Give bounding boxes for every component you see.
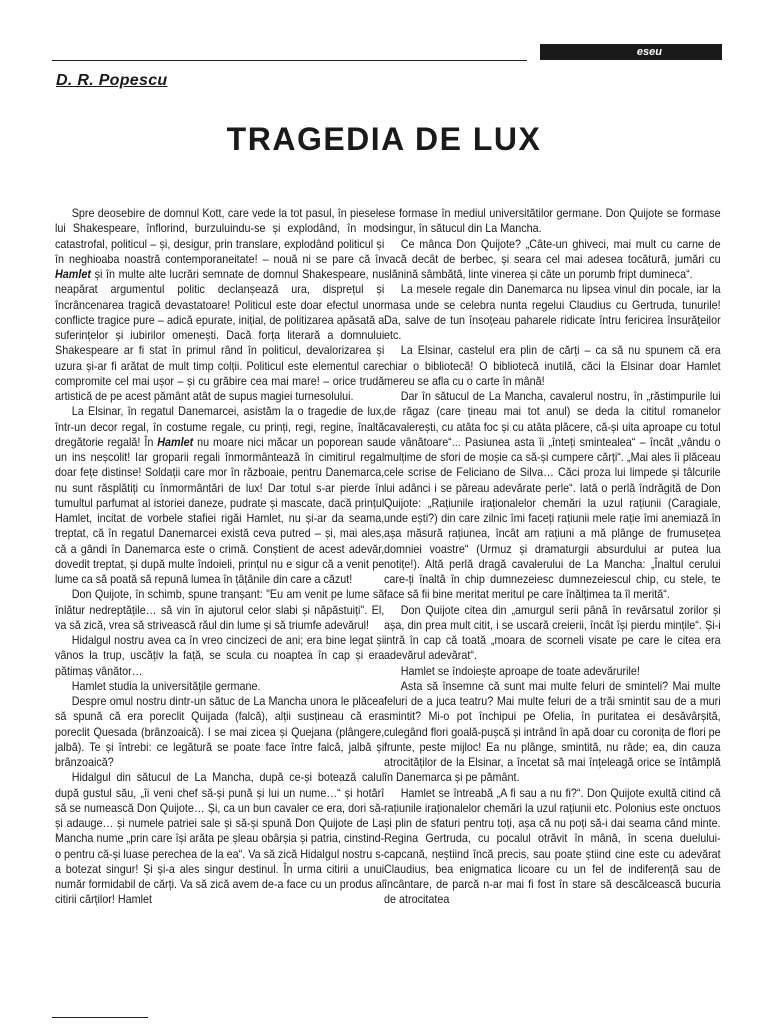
author-name: D. R. Popescu <box>56 72 168 89</box>
paragraph: Hidalgul nostru avea ca în vreo cincizeci de ani; era bine legat și vânos la trup, uscățiv la față, se scula cu noaptea în cap și era pătimaș vânător… <box>55 634 385 678</box>
paragraph: La mesele regale din Danemarca nu lipsea vinul din pocale, iar la masa unde se celebra nunta regelui Claudius cu Gertruda, tunurile! Da, salve de tun însoțeau paharele ridicate întru fericirea însurățeilor etc. <box>384 283 721 342</box>
paragraph: Don Quijote, în schimb, spune tranșant: "Eu am venit pe lume să înlătur nedreptățile… să vin în ajutorul celor slabi și năpăstuiți". El, va să zică, vrea să strivească răul din lume și să triumfe adevărul! <box>55 588 385 632</box>
paragraph: Spre deosebire de domnul Kott, care vede la tot pasul, în piesele lui Shakespeare, înflorind, burzuluindu-se și explodând, în mod catastrofal, politicul – și, desigur, prin translare, explodând politicul și în neghioaba noastră contemporaneitate! – nouă ni se pare că în Hamlet și în multe alte lucrări semnate de domnul Shakespeare, nu neapărat argumentul politic declanșează ura, disprețul și încrâncenarea tragică devastatoare! Politicul este doar efectul unor conflicte tragice pure – adică epurate, inițial, de politizarea apăsată a suferințelor și iubirilor omenești. Dacă forța literară a domnului Shakespeare ar fi stat în primul rând în politicul, devalorizarea și uzura și-ar fi arătat de mult timp colții. Politicul este elementul care compromite cel mai ușor – și cu grăbire cea mai mare! – orice trudă artistică de pe acest pământ atât de supus magiei turnesolului. <box>55 207 385 403</box>
paragraph: Hidalgul din sătucul de La Mancha, după ce-și botează calul după gustul său, „îi veni chef să-și pună și lui un nume…“ și hotărî să se numească Don Quijote… Și, ca un bun cavaler ce era, dori să-și adauge… și numele patriei sale și să-și spună Don Quijote de La Mancha nume „prin care își arăta pe șleau obârșia și patria, cinstind-o pentru că-și luase perechea de la ea“. Va să zică Hidalgul nostru s-a botezat singur! Și și-a ales singur destinul. În urma citirii a unui număr formidabil de cărți. Va să zică avem de-a face cu un produs al citirii cărților! Hamlet <box>55 771 385 907</box>
left-column <box>55 206 384 1018</box>
paragraph: La Elsinar, castelul era plin de cărți – ca să nu spunem că era chiar o bibliotecă! O bibliotecă inutilă, căci la Elsinar doar Hamlet mereu se afla cu o carte în mână! <box>384 344 721 388</box>
paragraph: Despre omul nostru dintr-un sătuc de La Mancha unora le plăcea să spună că era poreclit Quijada (falcă), alții susțineau că era poreclit Quesada (brânzoaică). I se mai zicea și Quejana (plângere, jalbă). Te și întrebi: ce legătură se poate face între falcă, jalbă și brânzoaică? <box>55 695 385 769</box>
section-tag: eseu <box>540 44 722 60</box>
paragraph: Hamlet se îndoiește aproape de toate adevărurile! <box>400 664 640 678</box>
bottom-rule <box>52 1017 148 1018</box>
emphasis-hamlet: Hamlet <box>55 268 91 281</box>
paragraph: se formase în mediul universitătilor germane. Don Quijote se formase singur, în sătucul din La Mancha. <box>384 207 721 236</box>
right-column <box>384 206 721 1018</box>
article-title: TRAGEDIA DE LUX <box>226 121 542 157</box>
top-rule <box>52 60 527 61</box>
paragraph: Dar în sătucul de La Mancha, cavalerul nostru, în „răstimpurile lui de răgaz (care țineau mai tot anul) se deda la cititul romanelor cavalerești, cu atâta foc și cu atâta plăcere, că-și uita aproape cu totul de vânătoare“... Pasiunea asta îi „înteți smintealea“ – încât „vându o mulțime de sfori de moșie ca să-și cumpere cărți“. „Mai ales îi plăceau cele scrise de Feliciano de Silva… Căci proza lui limpede și tâlcurile lui adânci i se păreau adevărate perle“. Iată o perlă îndrăgită de Don Quijote: „Rațiunile iraționalelor chemări la uzul rațiunii (Caragiale, unde ești?) din care zilnic îmi faceți rațiunii mele rație îmi anemiază în așa măsură rațiunea, încât am rațiuni a mă plânge de frumusețea domniei voastre“ (Urmuz și dramaturgii absurdului ar putea lua notițe!). Altă perlă dragă cavalerului de La Mancha: „Înaltul cerului care-ți înaltă în chip dumnezeiesc dumnezeiescul chip, cu stele, te face să fii bine meritat meritul pe care înălțimea ta îl merită“. <box>384 390 721 602</box>
paragraph: Ce mânca Don Quijote? „Câte-un ghiveci, mai mult cu carne de vacă decât de berbec, și seara cel mai adesea tocătură, jumări cu slănină sâmbătă, linte vinerea și câte un porumb fript dumineca“. <box>384 237 721 281</box>
paragraph: Asta să însemne că sunt mai multe feluri de sminteli? Mai multe feluri de a juca teatru? Mai multe feluri de a trăi smintit sau de a muri smintit? Mi-o pot închipui pe Ofelia, în puritatea ei desăvârșită, culegând flori goală-pușcă și intrând în apă doar cu coronița de flori pe frunte, peste mijloc! Ea nu plânge, smintită, nu râde; ea, din cauza atrocităților de la Elsinar, a încetat să mai înțeleagă orice se întâmplă în Danemarca și pe pământ. <box>384 679 721 785</box>
paragraph: La Elsinar, în regatul Danemarcei, asistăm la o tragedie de lux, într-un decor regal, în costume regale, cu prinți, regi, regine, înaltă dregătorie regală! În Hamlet nu moare nici măcar un poporean sau un ins neșcolit! Iar groparii regali înmormântează în cimitirul regal doar fețe distinse! Soldații care mor în războaie, pentru Danemarca, nu sunt răsplătiți cu înmormântări de lux! Dar totul s-ar pierde în tumultul parfumat al istoriei daneze, pudrate și mascate, dacă prințul Hamlet, incitat de vorbele stafiei rigăi Hamlet, nu și-ar da seama, treptat, că în regatul Danemarcei există ceva putred – și, mai ales, că a gândi în Danemarca este o crimă. Conștient de acest adevăr, dovedit treptat, și după multe îndoieli, prințul nu e sigur că a venit pe lume ca să poată să repună lumea în țâțânile din care a căzut! <box>55 405 385 586</box>
paragraph: Hamlet studia la universitățile germane. <box>71 679 261 693</box>
paragraph: Don Quijote citea din „amurgul serii până în revărsatul zorilor și așa, din prea mult citit, i se uscară creierii, încât își pierdu mințile“. Și-i intră în cap că toată „moara de scorneli visate pe care le citea era adevărul adevărat“. <box>384 603 721 663</box>
emphasis-hamlet: Hamlet <box>157 435 194 449</box>
paragraph: Hamlet se întreabă „A fi sau a nu fi?“. Don Quijote exultă citind că rațiunile iraționalelor chemări la uzul rațiunii etc. Polonius este onctuos și plin de sfaturi pentru toți, așa că nu poți să-i dai seama când minte. Regina Gertruda, cu pocalul otrăvit în mână, în scena duelului-capcană, neștiind încă precis, sau poate știind cine este cu adevărat Claudius, bea enigmatica licoare cu un fel de indiferență sau de încântare, de parcă n-ar mai fi fost în stare să descălcească bucuria de atrocitatea <box>384 786 721 907</box>
